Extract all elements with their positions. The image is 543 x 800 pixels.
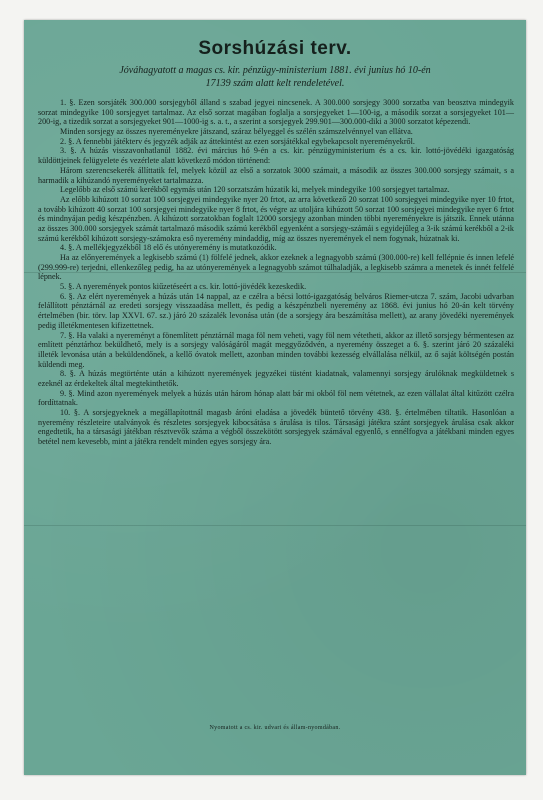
paragraph: Legelőbb az első számú kerékből egymás után 120 sorzatszám húzatik ki, melyek mindegyike 100 sorsjegyet tartalmaz. [60,185,450,195]
document-subtitle [38,64,512,90]
paragraph: 6. §. Az elért nyeremények a húzás után 14 nappal, az e czélra a bécsi lottó-igazgatóság belváros Riemer-utcza 7. szám, Jacobi udvarban felállított pénztárnál az eredeti sorsjegy visszaadása mellett, és pedig a készpénzbeli nyeremény az 1868. évi junius hó 20-án kelt törvény értelmében (bir. törv. lap XXVI. 67. sz.) járó 20 százalék levonása után (de a sorsjegy ára beszámítása mellett), az arany jövedéki nyeremények pedig illetékmentesen kifizettetnek. [38,291,514,330]
paragraph: Három szerencsekerék állíttatik fel, melyek közül az első a sorzatok 3000 számait, a második az összes 300.000 sorsjegy számait, s a harmadik a kihúzandó nyereményeket tartalmazza. [38,165,514,185]
paragraph: 4. §. A mellékjegyzékből 18 elő és utónyeremény is mutatkozódik. [60,243,277,253]
paragraph: 9. §. Mind azon nyeremények melyek a húzás után három hónap alatt bár mi okból föl nem vétetnek, az ezen vállalat által kitűzött czélra fordíttatnak. [38,388,514,408]
paragraph: 3. §. A húzás visszavonhatlanúl 1882. évi március hó 9-én a cs. kir. pénzügyministerium és a cs. kir. lottó-jövédéki igazgatóság küldöttjeinek felügyelete és vezérlete alatt következő módon történend: [38,146,514,166]
fold-line [24,525,526,526]
subtitle-line-2: 17139 szám alatt kelt rendeletével. [205,78,345,89]
paragraph: 7. §. Ha valaki a nyereményt a fönemlített pénztárnál maga föl nem veheti, vagy föl nem vétetheti, akkor az illető sorsjegy bérmentesen az említett pénztárhoz beküldhető, mely is a sorsjegy valóságáról magát meggyőződvén, a nyeremény összeget a 6. §. szerint járó 20 százaléki illeték levonása után a beküldendőnek, a kellő óvatok mellett, azonban minden további kezesség elvállalása nélkül, az ő saját költségén postán küldendi meg. [38,330,514,369]
document-sheet [24,20,526,775]
paragraph: 5. §. A nyeremények pontos kiűzetéseért a cs. kir. lottó-jövédék kezeskedik. [60,282,307,292]
paragraph: Minden sorsjegy az összes nyereményekre játszand, száraz bélyeggel és szélén számszelvénnyel van ellátva. [60,127,413,137]
printer-imprint: Nyomatott a cs. kir. udvari és állam-nyomdában. [209,725,341,731]
document-title: Sorshúzási terv. [198,38,352,59]
paragraph: Az előbb kihúzott 10 sorzat 100 sorsjegyei mindegyike nyer 20 frtot, az arra következő 20 sorzat 100 sorsjegyei mindegyike nyer 10 frtot, a tovább kihúzott 40 sorzat 100 sorsjegyei mindegyike nyer 8 frtot, és végre az utoljára kihúzott 50 sorzat 100 sorsjegyei mindegyike nyer 6 frtot és mindnyájan pedig készpénzben. A kihúzott sorzatokban foglalt 12000 sorsjegy azonban minden többi nyereményekre is játszik. Ennek utánna az összes 300.000 sorsjegyek számát tartalmazó második számú kerékből egyenként a sorsjegy-számái s egyidejűleg a 3-ik számú kerékből a 2-ik számú kerékből kihúzott sorsjegy-számokra eső nyeremény mindaddig, míg az összes nyeremények el nem fogynak, húzatnak ki. [38,194,514,243]
paragraph: 8. §. A húzás megtörténte után a kihúzott nyeremények jegyzékei tüstént kiadatnak, valamennyi sorsjegy árulóknak megküldetnek s ezeknél az érdekeltek által megtekinthetők. [38,369,514,388]
paragraph: 2. §. A fennebbi játékterv és jegyzék adják az áttekintést az ezen sorsjátékkal egybekapcsolt nyereményekről. [60,136,415,146]
paragraph: Ha az előnyeremények a legkisebb számú (1) fölfelé jednek, akkor ezeknek a legnagyobb számú (300.000-re) kell fellépnie és innen lefelé (299.999-re) terjedni, ellenkezőleg pedig, ha az utónyeremények a legnagyobb számot túlhaladják, a legkisebb számra a menetek és innét felfelé lépnek. [38,253,514,282]
paragraph: 10. §. A sorsjegyeknek a megállapítottnál magasb áróni eladása a jövedék büntető törvény 438. §. értelmében tiltatik. Hasonlóan a nyeremény részleteire utalványok és részletes sorsjegyek kibocsátása s árulása is tilos. Társasági játékra szánt sorsjegyek árulása csak akkor engedtetik, ha a társasági játékban résztvevők száma a végből összekötött sorsjegyek számával egyenlő, s ennélfogva a játékbani minden egyes betétel nem kevesebb, mint a játékra rendelt minden egyes sorsjegy ára. [38,408,514,447]
document-body [38,98,514,447]
paragraph: 1. §. Ezen sorsjáték 300.000 sorsjegyből álland s szabad jegyei nincsenek. A 300.000 sorsjegy 3000 sorzatba van beosztva mindegyik sorzat mindegyike 100 sorsjegyet tartalmaz. Az első sorzat magában foglalja a sorsjegyeket 1—100-ig, a második sorzat a sorsjegyeket 101—200-ig, a tizedik sorzat a sorsjegyeket 901—1000-ig s. a. t., a szerint a sorsjegyek 299.901—300.000-diki a 3000 sorzatot képezendi. [38,98,514,127]
subtitle-line-1: Jóváhagyatott a magas cs. kir. pénzügy-ministerium 1881. évi junius hó 10-én [119,65,431,76]
